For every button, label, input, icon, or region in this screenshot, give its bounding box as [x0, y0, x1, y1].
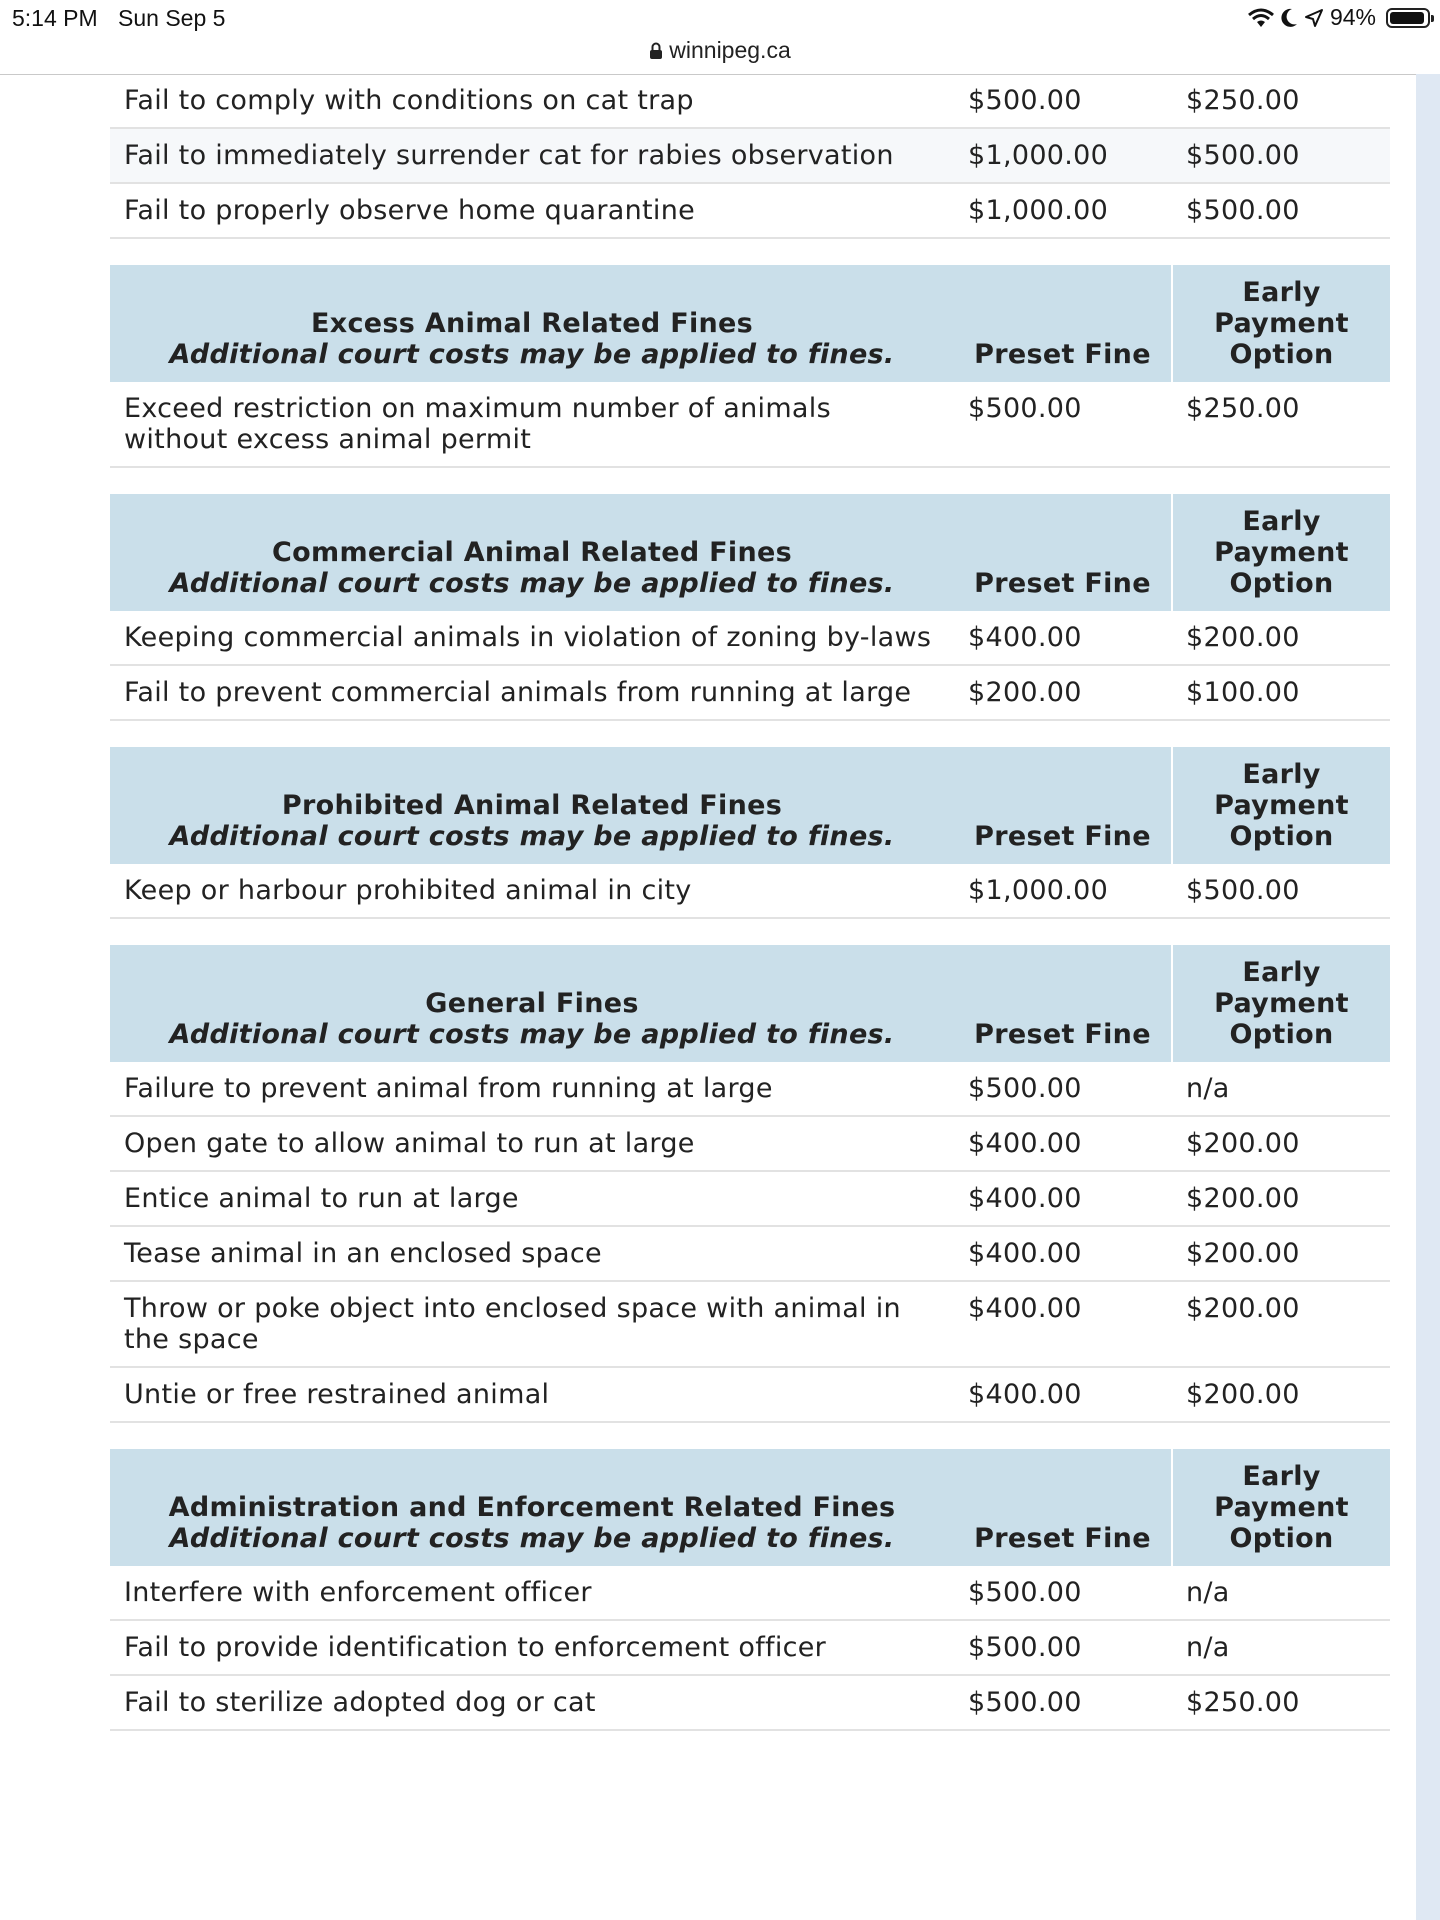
early-payment-header — [1172, 747, 1390, 864]
section-spacer — [110, 918, 1390, 945]
early-payment-cell: $100.00 — [1172, 665, 1390, 720]
offence-cell: Interfere with enforcement officer — [110, 1566, 954, 1620]
early-payment-header-line: Payment — [1214, 308, 1349, 339]
spacer-cell — [110, 918, 1390, 945]
spacer-cell — [110, 1422, 1390, 1449]
preset-fine-cell: $500.00 — [954, 1566, 1172, 1620]
early-payment-header — [1172, 1449, 1390, 1566]
section-title: Commercial Animal Related Fines — [272, 537, 792, 568]
table-row — [110, 74, 1390, 128]
preset-fine-cell: $400.00 — [954, 1171, 1172, 1226]
preset-fine-cell: $400.00 — [954, 1367, 1172, 1422]
fines-table-body — [110, 74, 1390, 1730]
early-payment-header-line: Payment — [1214, 537, 1349, 568]
preset-fine-cell: $400.00 — [954, 1281, 1172, 1367]
table-row — [110, 1566, 1390, 1620]
offence-cell: Keeping commercial animals in violation of zoning by-laws — [110, 611, 954, 665]
preset-fine-cell: $400.00 — [954, 1226, 1172, 1281]
table-row — [110, 1620, 1390, 1675]
preset-fine-header: Preset Fine — [954, 1449, 1172, 1566]
section-title-cell — [110, 747, 954, 864]
offence-cell: Keep or harbour prohibited animal in city — [110, 864, 954, 918]
early-payment-header-line: Early — [1242, 957, 1321, 988]
offence-cell: Throw or poke object into enclosed space with animal in the space — [110, 1281, 954, 1367]
offence-cell: Fail to sterilize adopted dog or cat — [110, 1675, 954, 1730]
early-payment-header — [1172, 265, 1390, 382]
section-note: Additional court costs may be applied to fines. — [169, 1523, 895, 1554]
early-payment-header — [1172, 494, 1390, 611]
offence-cell: Open gate to allow animal to run at large — [110, 1116, 954, 1171]
section-header — [110, 494, 1390, 611]
offence-cell: Fail to comply with conditions on cat trap — [110, 74, 954, 128]
status-time: 5:14 PM — [12, 5, 98, 31]
preset-fine-cell: $500.00 — [954, 1620, 1172, 1675]
fines-table — [110, 74, 1390, 1731]
preset-fine-header: Preset Fine — [954, 265, 1172, 382]
preset-fine-cell: $1,000.00 — [954, 864, 1172, 918]
address-bar[interactable] — [0, 36, 1440, 75]
early-payment-header-line: Option — [1229, 821, 1334, 852]
early-payment-cell: n/a — [1172, 1620, 1390, 1675]
page-scrollbar[interactable] — [1416, 74, 1440, 1920]
early-payment-header-line: Early — [1242, 277, 1321, 308]
section-note: Additional court costs may be applied to fines. — [169, 339, 895, 370]
preset-fine-cell: $400.00 — [954, 611, 1172, 665]
early-payment-cell: $500.00 — [1172, 128, 1390, 183]
section-title-cell — [110, 1449, 954, 1566]
early-payment-cell: $200.00 — [1172, 1226, 1390, 1281]
early-payment-header-line: Option — [1229, 339, 1334, 370]
preset-fine-cell: $200.00 — [954, 665, 1172, 720]
offence-cell: Fail to immediately surrender cat for rabies observation — [110, 128, 954, 183]
table-row — [110, 1675, 1390, 1730]
moon-icon — [1280, 8, 1298, 28]
early-payment-cell: n/a — [1172, 1062, 1390, 1116]
early-payment-header-line: Option — [1229, 1523, 1334, 1554]
preset-fine-header: Preset Fine — [954, 945, 1172, 1062]
table-row — [110, 128, 1390, 183]
section-title-cell — [110, 265, 954, 382]
early-payment-cell: n/a — [1172, 1566, 1390, 1620]
preset-fine-cell: $500.00 — [954, 74, 1172, 128]
battery-icon — [1386, 8, 1430, 28]
section-spacer — [110, 467, 1390, 494]
section-spacer — [110, 720, 1390, 747]
offence-cell: Tease animal in an enclosed space — [110, 1226, 954, 1281]
offence-cell: Untie or free restrained animal — [110, 1367, 954, 1422]
early-payment-header-line: Early — [1242, 506, 1321, 537]
preset-fine-header: Preset Fine — [954, 494, 1172, 611]
section-title: General Fines — [425, 988, 639, 1019]
status-date: Sun Sep 5 — [118, 5, 226, 31]
spacer-cell — [110, 238, 1390, 265]
offence-cell: Failure to prevent animal from running at large — [110, 1062, 954, 1116]
section-header — [110, 945, 1390, 1062]
section-title: Excess Animal Related Fines — [310, 308, 754, 339]
section-spacer — [110, 238, 1390, 265]
table-row — [110, 611, 1390, 665]
table-row — [110, 1171, 1390, 1226]
preset-fine-cell: $1,000.00 — [954, 183, 1172, 238]
section-title-cell — [110, 945, 954, 1062]
spacer-cell — [110, 720, 1390, 747]
section-title: Prohibited Animal Related Fines — [281, 790, 783, 821]
early-payment-cell: $200.00 — [1172, 611, 1390, 665]
early-payment-header-line: Early — [1242, 1461, 1321, 1492]
offence-cell: Fail to properly observe home quarantine — [110, 183, 954, 238]
early-payment-header-line: Payment — [1214, 1492, 1349, 1523]
section-title: Administration and Enforcement Related Fines — [168, 1492, 896, 1523]
early-payment-cell: $200.00 — [1172, 1171, 1390, 1226]
table-row — [110, 665, 1390, 720]
early-payment-cell: $250.00 — [1172, 74, 1390, 128]
early-payment-cell: $200.00 — [1172, 1367, 1390, 1422]
early-payment-header-line: Option — [1229, 568, 1334, 599]
section-note: Additional court costs may be applied to fines. — [169, 821, 895, 852]
early-payment-header — [1172, 945, 1390, 1062]
status-icons — [1248, 4, 1430, 31]
offence-cell: Fail to provide identification to enforcement officer — [110, 1620, 954, 1675]
preset-fine-cell: $500.00 — [954, 382, 1172, 467]
section-title-cell — [110, 494, 954, 611]
table-row — [110, 183, 1390, 238]
offence-cell: Entice animal to run at large — [110, 1171, 954, 1226]
lock-icon — [649, 42, 663, 60]
preset-fine-cell: $500.00 — [954, 1675, 1172, 1730]
wifi-icon — [1248, 8, 1274, 28]
early-payment-cell: $250.00 — [1172, 382, 1390, 467]
section-note: Additional court costs may be applied to fines. — [169, 1019, 895, 1050]
early-payment-header-line: Payment — [1214, 988, 1349, 1019]
table-row — [110, 1116, 1390, 1171]
early-payment-cell: $200.00 — [1172, 1116, 1390, 1171]
location-arrow-icon — [1304, 8, 1324, 28]
table-row — [110, 864, 1390, 918]
early-payment-header-line: Early — [1242, 759, 1321, 790]
fines-content — [110, 74, 1390, 1731]
table-row — [110, 382, 1390, 467]
table-row — [110, 1062, 1390, 1116]
section-header — [110, 265, 1390, 382]
early-payment-cell: $200.00 — [1172, 1281, 1390, 1367]
preset-fine-header: Preset Fine — [954, 747, 1172, 864]
section-header — [110, 747, 1390, 864]
preset-fine-cell: $500.00 — [954, 1062, 1172, 1116]
section-spacer — [110, 1422, 1390, 1449]
early-payment-cell: $500.00 — [1172, 864, 1390, 918]
table-row — [110, 1367, 1390, 1422]
early-payment-header-line: Payment — [1214, 790, 1349, 821]
status-bar — [0, 0, 1440, 36]
early-payment-header-line: Option — [1229, 1019, 1334, 1050]
url-text: winnipeg.ca — [669, 37, 791, 63]
offence-cell: Fail to prevent commercial animals from running at large — [110, 665, 954, 720]
battery-percent: 94% — [1329, 4, 1376, 30]
section-header — [110, 1449, 1390, 1566]
preset-fine-cell: $1,000.00 — [954, 128, 1172, 183]
spacer-cell — [110, 467, 1390, 494]
table-row — [110, 1281, 1390, 1367]
preset-fine-cell: $400.00 — [954, 1116, 1172, 1171]
offence-cell: Exceed restriction on maximum number of animals without excess animal permit — [110, 382, 954, 467]
early-payment-cell: $500.00 — [1172, 183, 1390, 238]
table-row — [110, 1226, 1390, 1281]
early-payment-cell: $250.00 — [1172, 1675, 1390, 1730]
section-note: Additional court costs may be applied to fines. — [169, 568, 895, 599]
